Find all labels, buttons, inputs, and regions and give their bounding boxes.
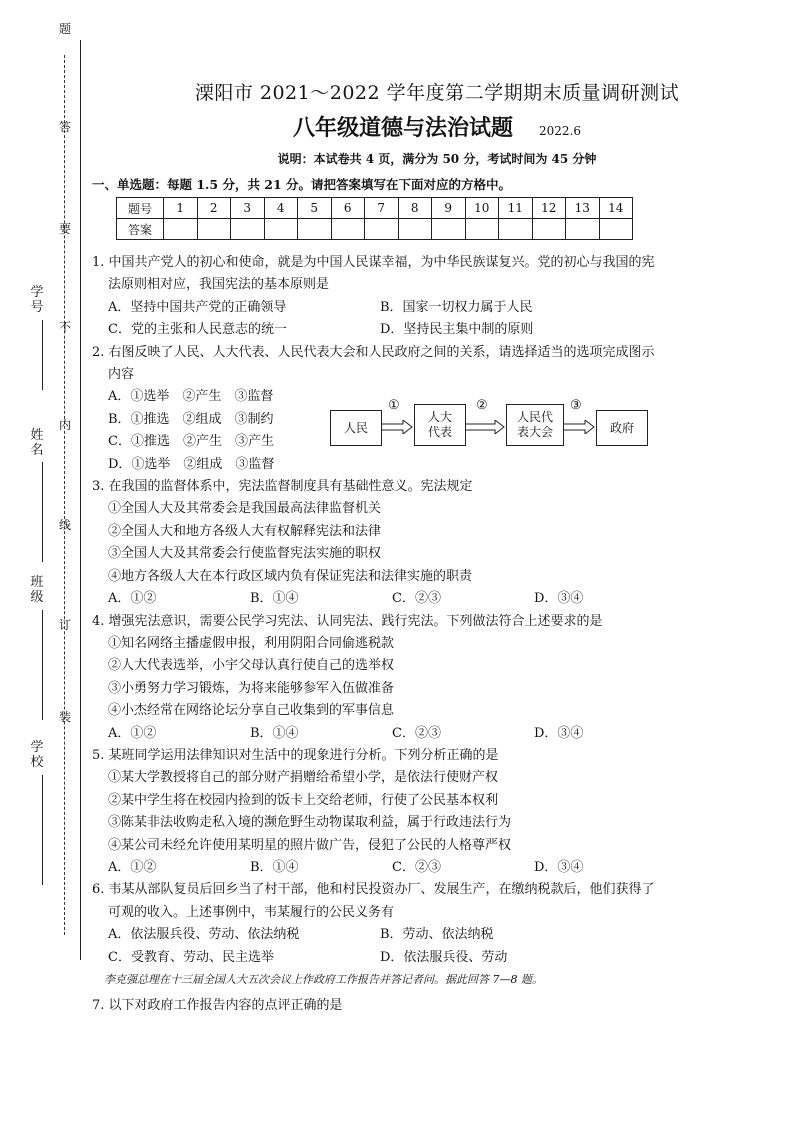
option-a: A．①②: [108, 859, 157, 875]
exam-subtitle: [92, 111, 782, 142]
option-b: B．①推选 ②组成 ③制约: [108, 411, 274, 427]
table-row: [117, 198, 633, 219]
question-3: [92, 476, 782, 610]
arrow-label-1: ①: [388, 398, 400, 413]
box-text: 人大: [427, 410, 452, 424]
answer-cell[interactable]: [298, 219, 332, 240]
statement-3: ③全国人大及其常委会行使监督宪法实施的职权: [108, 546, 382, 562]
box-text: 表大会: [516, 425, 553, 439]
answer-cell[interactable]: [599, 219, 633, 240]
option-c: C．党的主张和人民意志的统一: [108, 322, 287, 338]
question-stem: 1. 中国共产党人的初心和使命，就是为中国人民谋幸福，为中华民族谋复兴。党的初心与我国的宪: [92, 255, 655, 270]
option-c: C．②③: [392, 725, 441, 741]
exam-title: 溧阳市 2021～2022 学年度第二学期期末质量调研测试: [194, 82, 680, 104]
student-id-line[interactable]: [42, 320, 43, 390]
box-government: 政府: [596, 410, 648, 446]
class-label: 班级: [30, 575, 44, 605]
question-1: [92, 252, 782, 342]
question-4: [92, 611, 782, 745]
statement-2: ②人大代表选举，小宇父母认真行使自己的选举权: [108, 658, 395, 674]
answer-cell[interactable]: [398, 219, 432, 240]
seal-dashed-line: [64, 55, 65, 935]
question-number: 9: [432, 198, 466, 219]
section-heading: 一、单选题：每题 1.5 分，共 21 分。请把答案填写在下面对应的方格中。: [92, 177, 512, 192]
answer-cell[interactable]: [331, 219, 365, 240]
statement-1: ①知名网络主播虚假申报，利用阴阳合同偷逃税款: [108, 635, 395, 651]
option-d: D．坚持民主集中制的原则: [380, 322, 534, 338]
box-text: 代表: [427, 425, 452, 439]
question-stem: 3. 在我国的监督体系中，宪法监督制度具有基础性意义。宪法规定: [92, 479, 473, 495]
question-stem: 7. 以下对政府工作报告内容的点评正确的是: [92, 998, 343, 1014]
question-number: 13: [566, 198, 600, 219]
question-stem: 可观的收入。上述事例中，韦某履行的公民义务有: [108, 904, 395, 920]
question-stem: 2. 右图反映了人民、人大代表、人民代表大会和人民政府之间的关系，请选择适当的选项完成图示: [92, 344, 655, 360]
question-number: 14: [599, 198, 633, 219]
name-line[interactable]: [42, 462, 43, 562]
option-a: A．①②: [108, 591, 157, 607]
question-number: 8: [398, 198, 432, 219]
option-a: A．坚持中国共产党的正确领导: [108, 299, 287, 315]
question-number: 2: [197, 198, 231, 219]
option-b: B．①④: [250, 725, 299, 741]
seal-char: 内: [58, 418, 71, 432]
question-number: 1: [164, 198, 198, 219]
answer-cell[interactable]: [465, 219, 499, 240]
option-d: D．③④: [534, 725, 584, 741]
arrow-2: [465, 420, 505, 434]
question-stem: 5. 某班同学运用法律知识对生活中的现象进行分析。下列分析正确的是: [92, 747, 499, 763]
option-a: A．①选举 ②产生 ③监督: [108, 389, 274, 405]
box-text: 人民代: [516, 410, 553, 424]
answer-cell[interactable]: [566, 219, 600, 240]
option-a: A．依法服兵役、劳动、依法纳税: [108, 927, 300, 943]
option-c: C．②③: [392, 591, 441, 607]
statement-4: ④小杰经常在网络论坛分享自己收集到的军事信息: [108, 703, 395, 719]
option-b: B．①④: [250, 591, 299, 607]
student-id-label: 学号: [30, 285, 44, 315]
seal-char: 装: [58, 710, 71, 724]
statement-4: ④地方各级人大在本行政区域内负有保证宪法和法律实施的职责: [108, 568, 473, 584]
option-d: D．①选举 ②组成 ③监督: [108, 456, 275, 472]
question-5: [92, 745, 782, 879]
material-note: 李克强总理在十三届全国人大五次会议上作政府工作报告并答记者问。据此回答 7—8 题。: [104, 973, 543, 986]
subject-title: 八年级道德与法治试题: [292, 115, 513, 141]
seal-char: 题: [58, 22, 71, 36]
statement-2: ②某中学生将在校园内捡到的饭卡上交给老师，行使了公民基本权利: [108, 792, 499, 808]
question-stem: 6. 韦某从部队复员后回乡当了村干部，他和村民投资办厂、发展生产，在缴纳税款后，他们获得了: [92, 882, 655, 898]
row-header: 题号: [117, 198, 164, 219]
exam-instructions: 说明：本试卷共 4 页，满分为 50 分，考试时间为 45 分钟: [277, 152, 597, 166]
answer-grid: [116, 197, 633, 240]
statement-1: ①全国人大及其常委会是我国最高法律监督机关: [108, 501, 382, 517]
question-stem: 4. 增强宪法意识，需要公民学习宪法、认同宪法、践行宪法。下列做法符合上述要求的是: [92, 613, 603, 629]
question-number: 10: [465, 198, 499, 219]
binding-margin: [0, 0, 90, 1123]
option-b: B．①④: [250, 859, 299, 875]
seal-char: 订: [58, 618, 71, 632]
school-line[interactable]: [42, 775, 43, 885]
seal-char: 线: [58, 518, 71, 532]
box-npc-deputies: [414, 404, 466, 446]
option-c: C．受教育、劳动、民主选举: [108, 949, 274, 965]
question-stem: 法原则相对应，我国宪法的基本原则是: [108, 277, 330, 293]
answer-cell[interactable]: [499, 219, 533, 240]
statement-2: ②全国人大和地方各级人大有权解释宪法和法律: [108, 523, 382, 539]
question-stem: 内容: [108, 367, 135, 383]
table-row: [117, 219, 633, 240]
relationship-diagram: [330, 398, 660, 452]
option-b: B．国家一切权力属于人民: [380, 299, 533, 315]
option-b: B．劳动、依法纳税: [380, 927, 494, 943]
answer-cell[interactable]: [264, 219, 298, 240]
answer-cell[interactable]: [432, 219, 466, 240]
answer-cell[interactable]: [231, 219, 265, 240]
statement-4: ④某公司未经允许使用某明星的照片做广告，侵犯了公民的人格尊严权: [108, 837, 512, 853]
question-number: 6: [331, 198, 365, 219]
answer-cell[interactable]: [365, 219, 399, 240]
statement-1: ①某大学教授将自己的部分财产捐赠给希望小学，是依法行使财产权: [108, 770, 499, 786]
arrow-3: [563, 420, 595, 434]
exam-date: 2022.6: [539, 124, 581, 138]
question-number: 11: [499, 198, 533, 219]
option-d: D．依法服兵役、劳动: [380, 949, 508, 965]
question-number: 5: [298, 198, 332, 219]
box-people: 人民: [330, 410, 382, 446]
option-d: D．③④: [534, 591, 584, 607]
option-a: A．①②: [108, 725, 157, 741]
question-7: [92, 995, 782, 1017]
option-d: D．③④: [534, 859, 584, 875]
question-number: 4: [264, 198, 298, 219]
exam-content: [92, 70, 782, 1018]
arrow-label-3: ③: [570, 398, 582, 413]
question-number: 12: [532, 198, 566, 219]
question-number: 7: [365, 198, 399, 219]
class-line[interactable]: [42, 610, 43, 720]
school-label: 学校: [30, 740, 44, 770]
question-number: 3: [231, 198, 265, 219]
seal-char: 要: [58, 222, 71, 236]
option-c: C．①推选 ②产生 ③产生: [108, 434, 274, 450]
answer-cell[interactable]: [164, 219, 198, 240]
arrow-label-2: ②: [476, 398, 488, 413]
seal-char: 答: [58, 120, 71, 134]
name-label: 姓名: [30, 428, 44, 458]
statement-3: ③陈某非法收购走私入境的濒危野生动物谋取利益，属于行政违法行为: [108, 815, 512, 831]
row-header: 答案: [117, 219, 164, 240]
question-6: [92, 879, 782, 969]
answer-cell[interactable]: [197, 219, 231, 240]
margin-rule: [80, 40, 81, 960]
answer-cell[interactable]: [532, 219, 566, 240]
box-peoples-congress: [506, 404, 564, 446]
seal-char: 不: [58, 320, 71, 334]
option-c: C．②③: [392, 859, 441, 875]
arrow-1: [381, 420, 413, 434]
statement-3: ③小勇努力学习锻炼，为将来能够参军入伍做准备: [108, 680, 395, 696]
